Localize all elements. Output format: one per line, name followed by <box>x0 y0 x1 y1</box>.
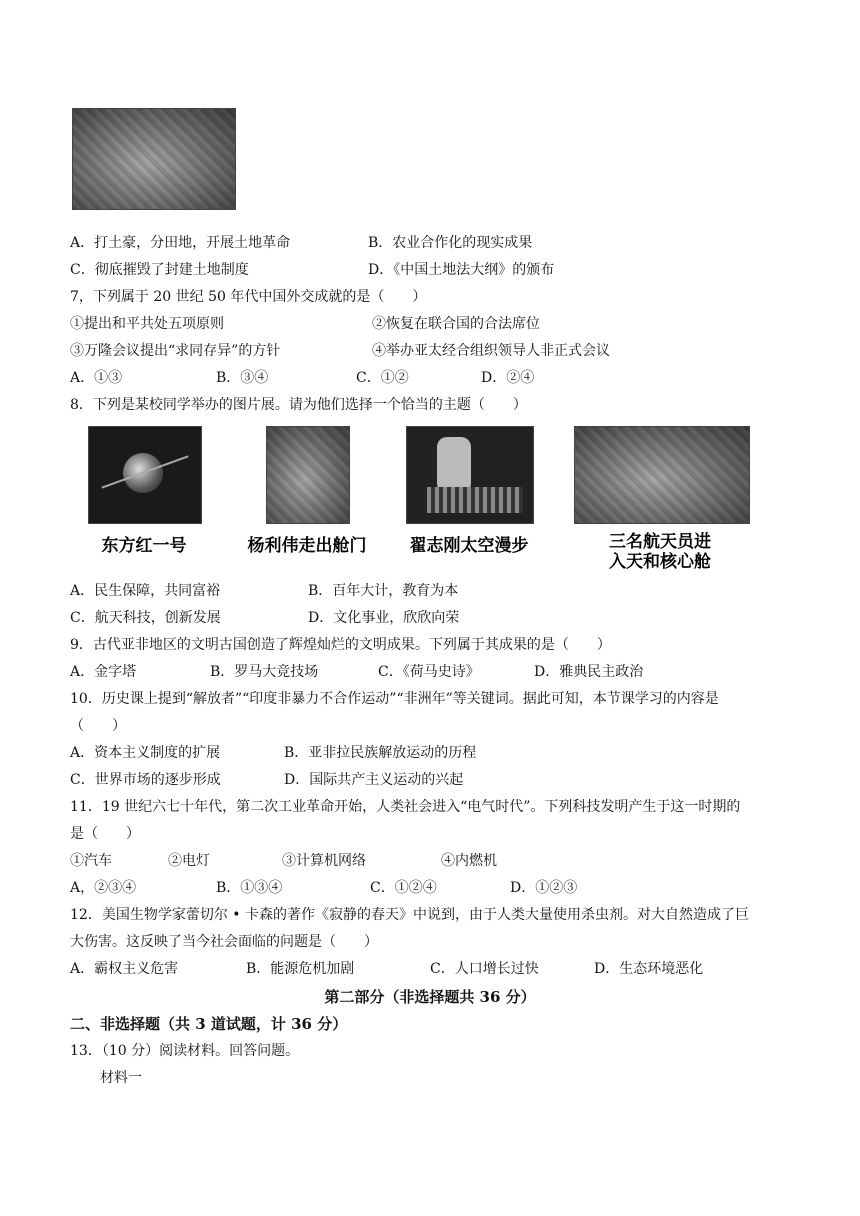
part2-title: 第二部分（非选择题共 36 分） <box>324 988 536 1006</box>
caption-yang-liwei: 杨利伟走出舱门 <box>247 536 367 556</box>
q10-stem-line1: 10．历史课上提到“解放者”“印度非暴力不合作运动”“非洲年”等关键词。据此可知，本节课学习的内容是 <box>70 691 719 707</box>
q7-option-d: D．②④ <box>481 370 535 386</box>
three-astronauts-photo <box>574 426 750 524</box>
material-one-label: 材料一 <box>100 1070 142 1086</box>
q8-option-d: D．文化事业，欣欣向荣 <box>308 610 460 626</box>
q11-option-d: D．①②③ <box>510 880 578 896</box>
dongfanghong-satellite-photo <box>88 426 202 524</box>
q9-option-d: D．雅典民主政治 <box>534 664 644 680</box>
q7-option-b: B．③④ <box>216 370 269 386</box>
q9-option-b: B．罗马大竞技场 <box>210 664 319 680</box>
q7-item-4: ④举办亚太经合组织领导人非正式会议 <box>372 343 610 359</box>
zhai-zhigang-spacewalk-photo <box>406 426 534 524</box>
q8-option-a: A．民生保障，共同富裕 <box>70 583 221 599</box>
q13-stem: 13．（10 分）阅读材料。回答问题。 <box>70 1043 300 1059</box>
q11-item-3: ③计算机网络 <box>282 853 366 869</box>
caption-dongfanghong: 东方红一号 <box>101 536 187 556</box>
q10-option-a: A．资本主义制度的扩展 <box>70 745 221 761</box>
q11-item-1: ①汽车 <box>70 853 112 869</box>
q6-option-c: C．彻底摧毁了封建土地制度 <box>70 262 249 278</box>
yang-liwei-photo <box>266 426 350 524</box>
q7-stem: 7，下列属于 20 世纪 50 年代中国外交成就的是（ ） <box>70 289 427 305</box>
land-reform-photo <box>72 108 236 210</box>
q12-option-a: A．霸权主义危害 <box>70 961 179 977</box>
q9-option-c: C．《荷马史诗》 <box>378 664 480 680</box>
q7-item-1: ①提出和平共处五项原则 <box>70 316 224 332</box>
q7-item-3: ③万隆会议提出“求同存异”的方针 <box>70 343 281 359</box>
section-heading: 二、非选择题（共 3 道试题，计 36 分） <box>70 1015 348 1033</box>
q6-option-a: A．打土豪，分田地，开展土地革命 <box>70 235 291 251</box>
q12-option-d: D．生态环境恶化 <box>594 961 704 977</box>
q12-option-c: C．人口增长过快 <box>430 961 539 977</box>
q9-stem: 9．古代亚非地区的文明古国创造了辉煌灿烂的文明成果。下列属于其成果的是（ ） <box>70 637 611 653</box>
q11-option-b: B．①③④ <box>216 880 283 896</box>
q11-item-4: ④内燃机 <box>441 853 497 869</box>
q11-option-a: A，②③④ <box>70 880 137 896</box>
caption-three-astronauts-line2: 入天和核心舱 <box>609 552 711 572</box>
q11-stem-line2: 是（ ） <box>70 826 140 842</box>
q10-option-b: B．亚非拉民族解放运动的历程 <box>284 745 477 761</box>
caption-zhai-zhigang: 翟志刚太空漫步 <box>409 536 529 556</box>
q11-stem-line1: 11．19 世纪六七十年代，第二次工业革命开始，人类社会进入“电气时代”。下列科技发明产生于这一时期的 <box>70 799 741 815</box>
q12-option-b: B．能源危机加剧 <box>246 961 355 977</box>
q10-option-c: C．世界市场的逐步形成 <box>70 772 221 788</box>
q12-stem-line2: 大伤害。这反映了当今社会面临的问题是（ ） <box>70 934 378 950</box>
q7-option-a: A．①③ <box>70 370 123 386</box>
q9-option-a: A．金字塔 <box>70 664 137 680</box>
q11-option-c: C．①②④ <box>370 880 437 896</box>
q6-option-b: B．农业合作化的现实成果 <box>368 235 533 251</box>
q10-option-d: D．国际共产主义运动的兴起 <box>284 772 464 788</box>
q8-stem: 8．下列是某校同学举办的图片展。请为他们选择一个恰当的主题（ ） <box>70 397 527 413</box>
q7-item-2: ②恢复在联合国的合法席位 <box>372 316 540 332</box>
q8-option-b: B．百年大计，教育为本 <box>308 583 459 599</box>
q12-stem-line1: 12．美国生物学家蕾切尔 • 卡森的著作《寂静的春天》中说到，由于人类大量使用杀虫剂。对大自然造成了巨 <box>70 907 749 923</box>
q6-option-d: D．《中国土地法大纲》的颁布 <box>368 262 555 278</box>
q11-item-2: ②电灯 <box>168 853 210 869</box>
caption-three-astronauts-line1: 三名航天员进 <box>609 532 711 552</box>
q8-option-c: C．航天科技，创新发展 <box>70 610 221 626</box>
q10-stem-line2: （ ） <box>70 718 126 734</box>
q7-option-c: C．①② <box>356 370 409 386</box>
